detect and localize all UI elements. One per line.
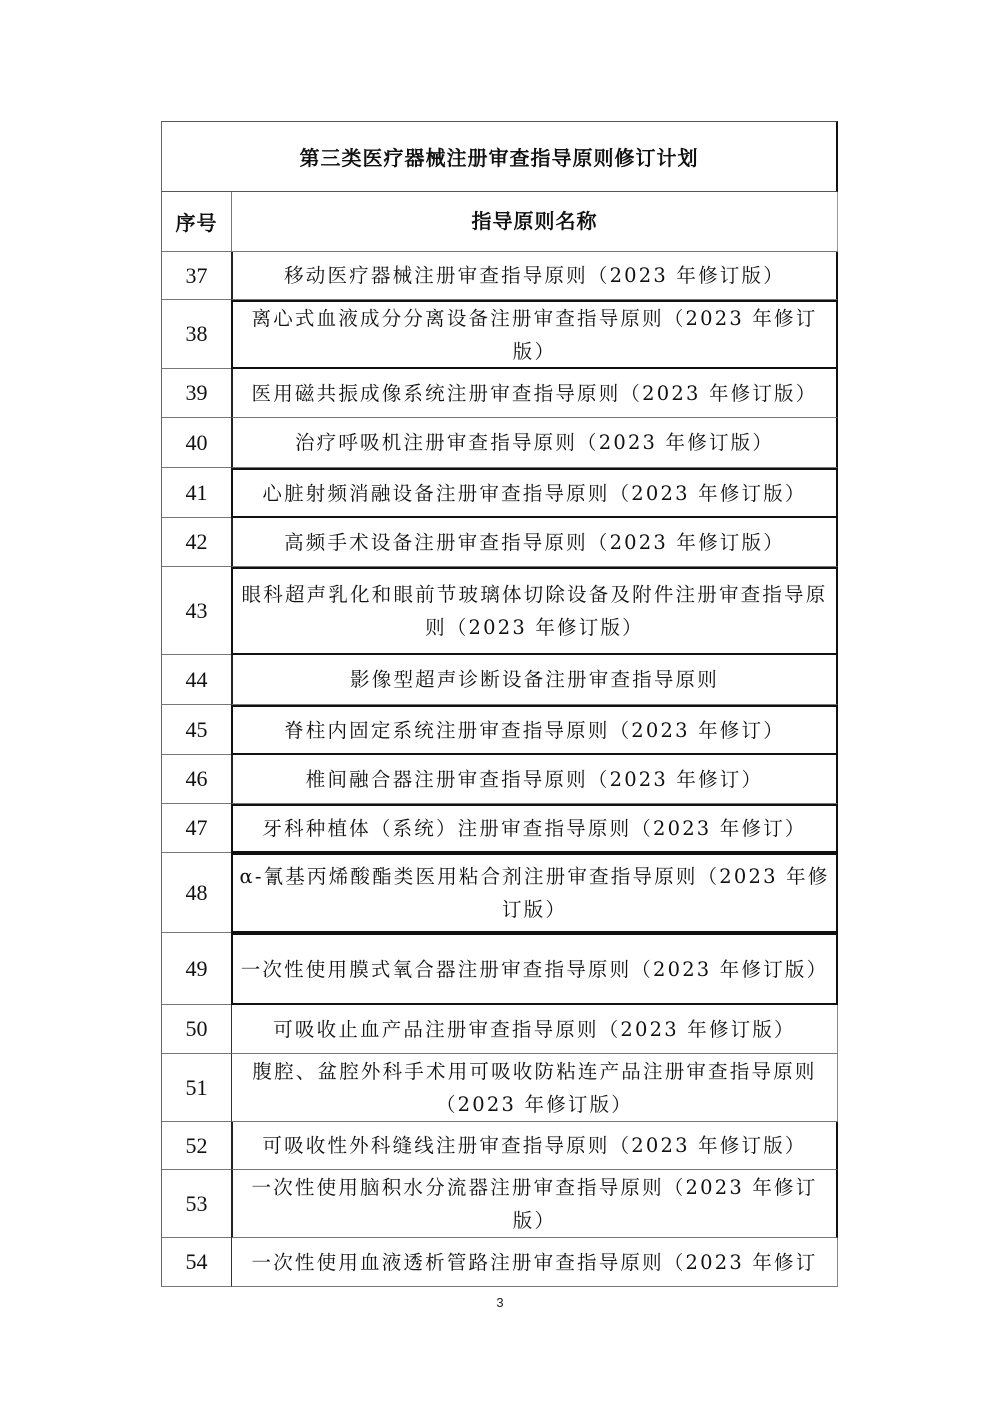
row-name: 一次性使用血液透析管路注册审查指导原则（2023 年修订 [231, 1238, 838, 1287]
row-no: 40 [161, 418, 231, 468]
row-no: 53 [161, 1170, 231, 1238]
table-row [161, 518, 838, 567]
row-no: 48 [161, 853, 231, 933]
table-row [161, 1005, 838, 1054]
row-name: 腹腔、盆腔外科手术用可吸收防粘连产品注册审查指导原则（2023 年修订版） [231, 1054, 838, 1122]
table-row [161, 1238, 838, 1287]
row-no: 46 [161, 755, 231, 804]
row-no: 54 [161, 1238, 231, 1287]
table-row [161, 252, 838, 300]
header-no: 序号 [161, 192, 231, 252]
table-row [161, 369, 838, 418]
row-no: 47 [161, 804, 231, 853]
row-no: 50 [161, 1005, 231, 1054]
row-no: 49 [161, 933, 231, 1005]
page-number: 3 [496, 1295, 504, 1310]
row-no: 38 [161, 300, 231, 369]
table-row [161, 567, 838, 655]
row-name: 脊柱内固定系统注册审查指导原则（2023 年修订） [231, 705, 838, 755]
row-name: 心脏射频消融设备注册审查指导原则（2023 年修订版） [231, 468, 838, 518]
row-name: 眼科超声乳化和眼前节玻璃体切除设备及附件注册审查指导原则（2023 年修订版） [231, 567, 838, 655]
table-row [161, 418, 838, 468]
row-name: 高频手术设备注册审查指导原则（2023 年修订版） [231, 518, 838, 567]
row-name: α-氰基丙烯酸酯类医用粘合剂注册审查指导原则（2023 年修订版） [231, 853, 838, 933]
table-row [161, 300, 838, 369]
row-name: 可吸收止血产品注册审查指导原则（2023 年修订版） [231, 1005, 838, 1054]
table-header-row [161, 192, 838, 252]
row-no: 39 [161, 369, 231, 418]
table-row [161, 1170, 838, 1238]
table-row [161, 853, 838, 933]
table-row [161, 755, 838, 804]
row-name: 治疗呼吸机注册审查指导原则（2023 年修订版） [231, 418, 838, 468]
row-name: 一次性使用脑积水分流器注册审查指导原则（2023 年修订版） [231, 1170, 838, 1238]
row-no: 42 [161, 518, 231, 567]
table-row [161, 705, 838, 755]
table-row [161, 1122, 838, 1170]
table-row [161, 655, 838, 705]
table-title: 第三类医疗器械注册审查指导原则修订计划 [161, 121, 838, 192]
row-name: 离心式血液成分分离设备注册审查指导原则（2023 年修订版） [231, 300, 838, 369]
table-row [161, 804, 838, 853]
row-name: 影像型超声诊断设备注册审查指导原则 [231, 655, 838, 705]
table-row [161, 933, 838, 1005]
row-no: 51 [161, 1054, 231, 1122]
table-row [161, 1054, 838, 1122]
row-name: 移动医疗器械注册审查指导原则（2023 年修订版） [231, 252, 838, 300]
row-no: 52 [161, 1122, 231, 1170]
row-name: 可吸收性外科缝线注册审查指导原则（2023 年修订版） [231, 1122, 838, 1170]
row-no: 44 [161, 655, 231, 705]
row-name: 椎间融合器注册审查指导原则（2023 年修订） [231, 755, 838, 804]
row-name: 医用磁共振成像系统注册审查指导原则（2023 年修订版） [231, 369, 838, 418]
row-name: 一次性使用膜式氧合器注册审查指导原则（2023 年修订版） [231, 933, 838, 1005]
row-no: 43 [161, 567, 231, 655]
row-no: 41 [161, 468, 231, 518]
row-no: 45 [161, 705, 231, 755]
row-name: 牙科种植体（系统）注册审查指导原则（2023 年修订） [231, 804, 838, 853]
header-name: 指导原则名称 [231, 192, 838, 252]
row-no: 37 [161, 252, 231, 300]
table-row [161, 468, 838, 518]
